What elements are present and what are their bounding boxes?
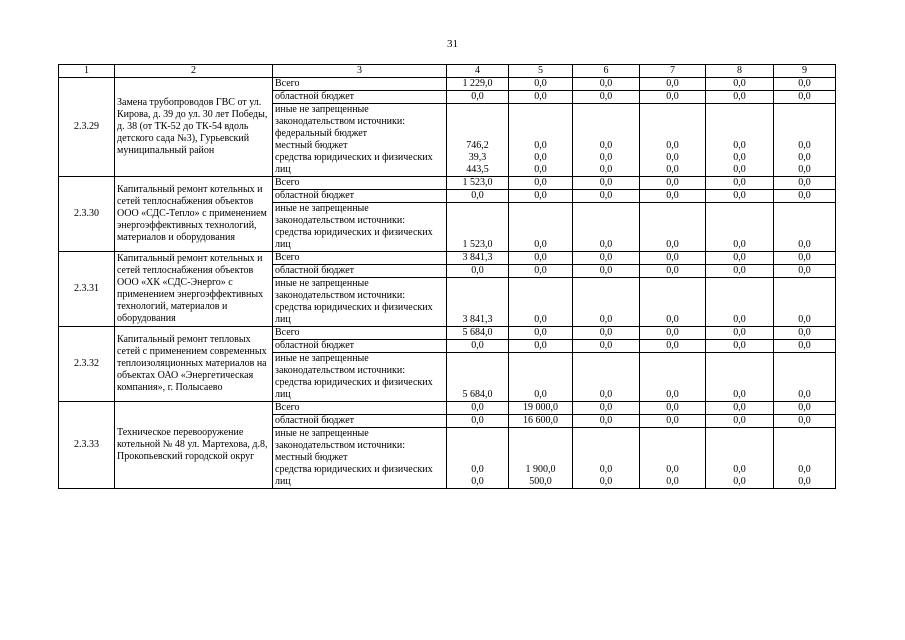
value-cell-group: [509, 203, 573, 252]
value-cell: 0,0: [509, 327, 573, 340]
row-number: 2.3.29: [59, 78, 115, 177]
value-cell: 0,0: [733, 239, 746, 250]
value-cell: 0,0: [774, 415, 836, 428]
value-cell: 0,0: [798, 389, 811, 400]
value-cell-group: [774, 203, 836, 252]
value-cell: 0,0: [666, 140, 679, 151]
measure-title: Капитальный ремонт котельных и сетей теплоснабжения объектов ООО «ХК «СДС-Энерго» с применением энергоэффективных технологий, материалов и оборудования: [115, 252, 273, 327]
value-cell: 0,0: [573, 91, 640, 104]
other-sources-label: иные не запрещенные законодательством источники:: [275, 278, 406, 301]
table-row: [59, 177, 836, 190]
source-label: областной бюджет: [273, 91, 447, 104]
value-cell: 0,0: [706, 402, 774, 415]
table-row: [59, 252, 836, 265]
row-number: 2.3.30: [59, 177, 115, 252]
value-cell: 0,0: [706, 91, 774, 104]
value-cell: 0,0: [706, 327, 774, 340]
source-label-group: [273, 278, 447, 327]
measure-title: Замена трубопроводов ГВС от ул. Кирова, д. 39 до ул. 30 лет Победы, д. 38 (от ТК-52 до ТК-54 вдоль детского сада №3), Гурьевский муниципальный район: [115, 78, 273, 177]
value-cell: 0,0: [706, 78, 774, 91]
value-cell: 1 523,0: [447, 177, 509, 190]
source-label-group: [273, 428, 447, 489]
value-cell-group: [509, 278, 573, 327]
value-cell-group: [573, 104, 640, 177]
value-cell-group: [640, 278, 706, 327]
value-cell: 0,0: [733, 464, 746, 475]
value-cell: 0,0: [640, 402, 706, 415]
source-label: областной бюджет: [273, 415, 447, 428]
value-cell: 0,0: [798, 239, 811, 250]
value-cell: 0,0: [599, 152, 613, 163]
source-label: областной бюджет: [273, 190, 447, 203]
value-cell: 0,0: [798, 164, 811, 175]
value-cell: 0,0: [774, 78, 836, 91]
value-cell-group: [447, 104, 509, 177]
value-cell: 0,0: [447, 340, 509, 353]
source-label: Всего: [273, 252, 447, 265]
value-cell: 0,0: [706, 265, 774, 278]
value-cell-group: [640, 428, 706, 489]
value-cell-group: [509, 353, 573, 402]
header-cell: 6: [573, 65, 640, 78]
value-cell-group: [706, 278, 774, 327]
value-cell: 0,0: [706, 415, 774, 428]
value-cell: 0,0: [573, 415, 640, 428]
value-cell: 0,0: [666, 164, 679, 175]
table-row: [59, 327, 836, 340]
value-cell: 0,0: [798, 152, 811, 163]
value-cell-group: [706, 353, 774, 402]
value-cell: 0,0: [798, 464, 811, 475]
value-cell: 0,0: [640, 190, 706, 203]
value-cell: 19 000,0: [509, 402, 573, 415]
source-label: Всего: [273, 327, 447, 340]
value-cell: 0,0: [666, 464, 679, 475]
value-cell: 0,0: [640, 265, 706, 278]
value-cell: 0,0: [534, 239, 547, 250]
value-cell: 0,0: [774, 177, 836, 190]
value-cell: 0,0: [774, 190, 836, 203]
value-cell-group: [640, 203, 706, 252]
value-cell: 0,0: [534, 164, 547, 175]
page-number: 31: [447, 38, 458, 50]
header-row: [59, 65, 836, 78]
measure-title: Капитальный ремонт тепловых сетей с применением современных теплоизоляционных материалов на объектах ОАО «Энергетическая компания», г. Полысаево: [115, 327, 273, 402]
value-cell: 0,0: [447, 402, 509, 415]
value-cell: 0,0: [599, 164, 613, 175]
value-cell: 0,0: [573, 327, 640, 340]
header-cell: 9: [774, 65, 836, 78]
value-cell: 0,0: [640, 252, 706, 265]
value-cell: 0,0: [774, 327, 836, 340]
value-cell-group: [509, 104, 573, 177]
value-cell: 0,0: [509, 177, 573, 190]
value-cell: 0,0: [573, 78, 640, 91]
value-cell: 5 684,0: [462, 389, 493, 400]
other-sources-label: иные не запрещенные законодательством источники:: [275, 203, 406, 226]
measure-title: Капитальный ремонт котельных и сетей теплоснабжения объектов ООО «СДС-Тепло» с применением энергоэффективных технологий, материалов и оборудования: [115, 177, 273, 252]
value-cell: 0,0: [599, 314, 613, 325]
value-cell: 0,0: [798, 314, 811, 325]
value-cell: 0,0: [666, 314, 679, 325]
value-cell-group: [573, 353, 640, 402]
sub-source-label: средства юридических и физических лиц: [275, 227, 433, 250]
row-number: 2.3.32: [59, 327, 115, 402]
value-cell: 0,0: [534, 140, 547, 151]
value-cell-group: [706, 428, 774, 489]
value-cell: 0,0: [640, 327, 706, 340]
header-cell: 4: [447, 65, 509, 78]
value-cell: 5 684,0: [447, 327, 509, 340]
value-cell: 0,0: [706, 252, 774, 265]
value-cell: 0,0: [774, 265, 836, 278]
value-cell-group: [706, 104, 774, 177]
value-cell: 0,0: [706, 340, 774, 353]
financing-table: [58, 64, 836, 489]
value-cell: 0,0: [733, 164, 746, 175]
header-cell: 5: [509, 65, 573, 78]
header-cell: 3: [273, 65, 447, 78]
other-sources-label: иные не запрещенные законодательством источники:: [275, 104, 406, 127]
source-label-group: [273, 203, 447, 252]
value-cell: 0,0: [573, 340, 640, 353]
value-cell-group: [447, 278, 509, 327]
table-body: [59, 65, 836, 489]
value-cell: 0,0: [599, 239, 613, 250]
value-cell-group: [774, 428, 836, 489]
value-cell: 0,0: [706, 177, 774, 190]
header-cell: 2: [115, 65, 273, 78]
value-cell-group: [447, 353, 509, 402]
value-cell: 0,0: [509, 78, 573, 91]
sub-source-label: местный бюджет: [275, 452, 348, 463]
value-cell: 0,0: [599, 389, 613, 400]
source-label: Всего: [273, 177, 447, 190]
measure-title: Техническое перевооружение котельной № 48 ул. Мартехова, д.8, Прокопьевский городской округ: [115, 402, 273, 489]
value-cell: 500,0: [529, 476, 552, 487]
sub-source-label: средства юридических и физических лиц: [275, 377, 433, 400]
value-cell: 0,0: [640, 78, 706, 91]
value-cell: 0,0: [447, 265, 509, 278]
value-cell: 0,0: [599, 464, 613, 475]
sub-source-label: средства юридических и физических лиц: [275, 464, 433, 487]
value-cell: 0,0: [509, 252, 573, 265]
value-cell: 0,0: [666, 152, 679, 163]
value-cell: 0,0: [509, 190, 573, 203]
value-cell: 0,0: [534, 389, 547, 400]
source-label: Всего: [273, 402, 447, 415]
other-sources-label: иные не запрещенные законодательством источники:: [275, 428, 406, 451]
row-number: 2.3.31: [59, 252, 115, 327]
value-cell: 443,5: [466, 164, 489, 175]
value-cell: 39,3: [468, 152, 487, 163]
other-sources-label: иные не запрещенные законодательством источники:: [275, 353, 406, 376]
value-cell-group: [774, 353, 836, 402]
value-cell-group: [573, 428, 640, 489]
value-cell: 0,0: [640, 177, 706, 190]
source-label: областной бюджет: [273, 265, 447, 278]
value-cell: 0,0: [534, 314, 547, 325]
value-cell: 0,0: [447, 415, 509, 428]
value-cell: 0,0: [509, 340, 573, 353]
value-cell-group: [640, 353, 706, 402]
sub-source-label: средства юридических и физических лиц: [275, 152, 433, 175]
value-cell: 16 600,0: [509, 415, 573, 428]
value-cell-group: [640, 104, 706, 177]
row-number: 2.3.33: [59, 402, 115, 489]
source-label: Всего: [273, 78, 447, 91]
value-cell: 0,0: [509, 265, 573, 278]
value-cell: 0,0: [774, 252, 836, 265]
header-cell: 1: [59, 65, 115, 78]
value-cell: 0,0: [573, 402, 640, 415]
table-row: [59, 402, 836, 415]
value-cell: 1 900,0: [525, 464, 556, 475]
value-cell: 3 841,3: [462, 314, 493, 325]
sub-source-label: местный бюджет: [275, 140, 348, 151]
source-label: областной бюджет: [273, 340, 447, 353]
value-cell: 0,0: [573, 177, 640, 190]
value-cell-group: [774, 278, 836, 327]
value-cell-group: [447, 203, 509, 252]
value-cell-group: [509, 428, 573, 489]
value-cell: 1 229,0: [447, 78, 509, 91]
value-cell: 0,0: [733, 476, 746, 487]
value-cell: 0,0: [666, 239, 679, 250]
value-cell: 0,0: [640, 340, 706, 353]
value-cell: 0,0: [666, 389, 679, 400]
value-cell: 0,0: [573, 265, 640, 278]
value-cell: 0,0: [798, 140, 811, 151]
sub-source-label: средства юридических и физических лиц: [275, 302, 433, 325]
value-cell: 0,0: [509, 91, 573, 104]
value-cell: 0,0: [774, 402, 836, 415]
value-cell: 0,0: [733, 152, 746, 163]
value-cell: 0,0: [640, 415, 706, 428]
table-row: [59, 78, 836, 91]
value-cell: 0,0: [774, 91, 836, 104]
value-cell: 0,0: [471, 464, 484, 475]
source-label-group: [273, 104, 447, 177]
value-cell: 3 841,3: [447, 252, 509, 265]
value-cell: 0,0: [573, 252, 640, 265]
value-cell: 0,0: [774, 340, 836, 353]
value-cell-group: [573, 203, 640, 252]
value-cell: 1 523,0: [462, 239, 493, 250]
value-cell: 0,0: [447, 190, 509, 203]
value-cell-group: [573, 278, 640, 327]
value-cell: 0,0: [534, 152, 547, 163]
value-cell-group: [774, 104, 836, 177]
value-cell: 0,0: [599, 476, 613, 487]
value-cell: 0,0: [733, 389, 746, 400]
sub-source-label: федеральный бюджет: [275, 128, 368, 139]
header-cell: 8: [706, 65, 774, 78]
value-cell: 0,0: [733, 314, 746, 325]
value-cell: 0,0: [733, 140, 746, 151]
value-cell: 746,2: [466, 140, 489, 151]
value-cell: 0,0: [447, 91, 509, 104]
value-cell: 0,0: [706, 190, 774, 203]
source-label-group: [273, 353, 447, 402]
header-cell: 7: [640, 65, 706, 78]
value-cell-group: [706, 203, 774, 252]
value-cell: 0,0: [573, 190, 640, 203]
value-cell: 0,0: [599, 140, 613, 151]
value-cell: 0,0: [471, 476, 484, 487]
value-cell: 0,0: [640, 91, 706, 104]
value-cell: 0,0: [798, 476, 811, 487]
value-cell-group: [447, 428, 509, 489]
value-cell: 0,0: [666, 476, 679, 487]
